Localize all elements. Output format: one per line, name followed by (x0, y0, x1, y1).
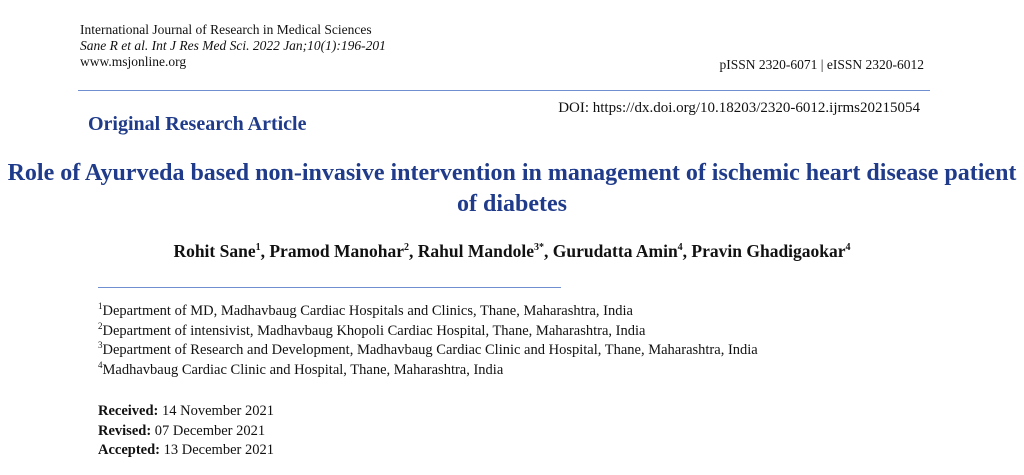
affiliation-text: Department of MD, Madhavbaug Cardiac Hospitals and Clinics, Thane, Maharashtra, India (102, 303, 633, 319)
revised-label: Revised: (98, 422, 152, 439)
author-affiliation-mark: 1 (255, 242, 261, 254)
article-type-heading: Original Research Article (88, 113, 307, 135)
revised-value: 07 December 2021 (154, 422, 266, 439)
affiliation-item (98, 322, 758, 342)
author-affiliation-mark: 4 (677, 242, 683, 254)
affiliation-mark: 2 (98, 320, 103, 331)
journal-citation: Sane R et al. Int J Res Med Sci. 2022 Jan;10(1):196-201 (80, 38, 386, 53)
doi-line[interactable]: DOI: https://dx.doi.org/10.18203/2320-6012.ijrms20215054 (558, 100, 920, 116)
author-name: Pramod Manohar (269, 241, 405, 261)
article-dates (98, 402, 274, 461)
author-name: Rohit Sane (173, 241, 256, 261)
affiliation-item (98, 302, 758, 322)
affiliation-item (98, 361, 758, 381)
affiliation-mark: 4 (98, 359, 103, 370)
author-list: Rohit Sane$^1$, Pramod Manohar$^2$, Rahul Mandole$^{3*}$, Gurudatta Amin$^4$, Pravin Ghadigaokar$^4$ (173, 241, 851, 261)
accepted-value: 13 December 2021 (163, 442, 274, 458)
received-date (98, 402, 274, 422)
author-affiliation-mark: 4 (845, 242, 851, 254)
header-divider (78, 90, 930, 91)
author-affiliation-mark: 2 (404, 242, 410, 254)
accepted-date (98, 441, 274, 461)
author-divider (98, 287, 561, 288)
affiliation-mark: 3 (98, 340, 103, 351)
affiliation-text: Department of intensivist, Madhavbaug Khopoli Cardiac Hospital, Thane, Maharashtra, India (102, 322, 646, 339)
revised-date (98, 422, 274, 442)
author-name: Pravin Ghadigaokar (691, 241, 846, 261)
journal-name: International Journal of Research in Medical Sciences (80, 22, 372, 37)
received-label: Received: (98, 403, 159, 419)
affiliation-text: Madhavbaug Cardiac Clinic and Hospital, Thane, Maharashtra, India (102, 361, 504, 378)
author-affiliation-mark: 3* (533, 242, 544, 254)
author-name: Rahul Mandole (417, 241, 534, 261)
received-value: 14 November 2021 (162, 403, 274, 419)
author-name: Gurudatta Amin (552, 241, 678, 261)
article-title: Role of Ayurveda based non-invasive intervention in management of ischemic heart disease patient of diabetes (7, 160, 1017, 217)
journal-website: www.msjonline.org (80, 54, 187, 69)
affiliation-list (98, 302, 758, 380)
affiliation-mark: 1 (98, 301, 103, 312)
affiliation-item (98, 341, 758, 361)
issn-line: pISSN 2320-6071 | eISSN 2320-6012 (719, 57, 924, 72)
journal-header (80, 22, 386, 70)
accepted-label: Accepted: (98, 442, 161, 458)
affiliation-text: Department of Research and Development, Madhavbaug Cardiac Clinic and Hospital, Thane, Maharashtra, India (102, 342, 758, 358)
